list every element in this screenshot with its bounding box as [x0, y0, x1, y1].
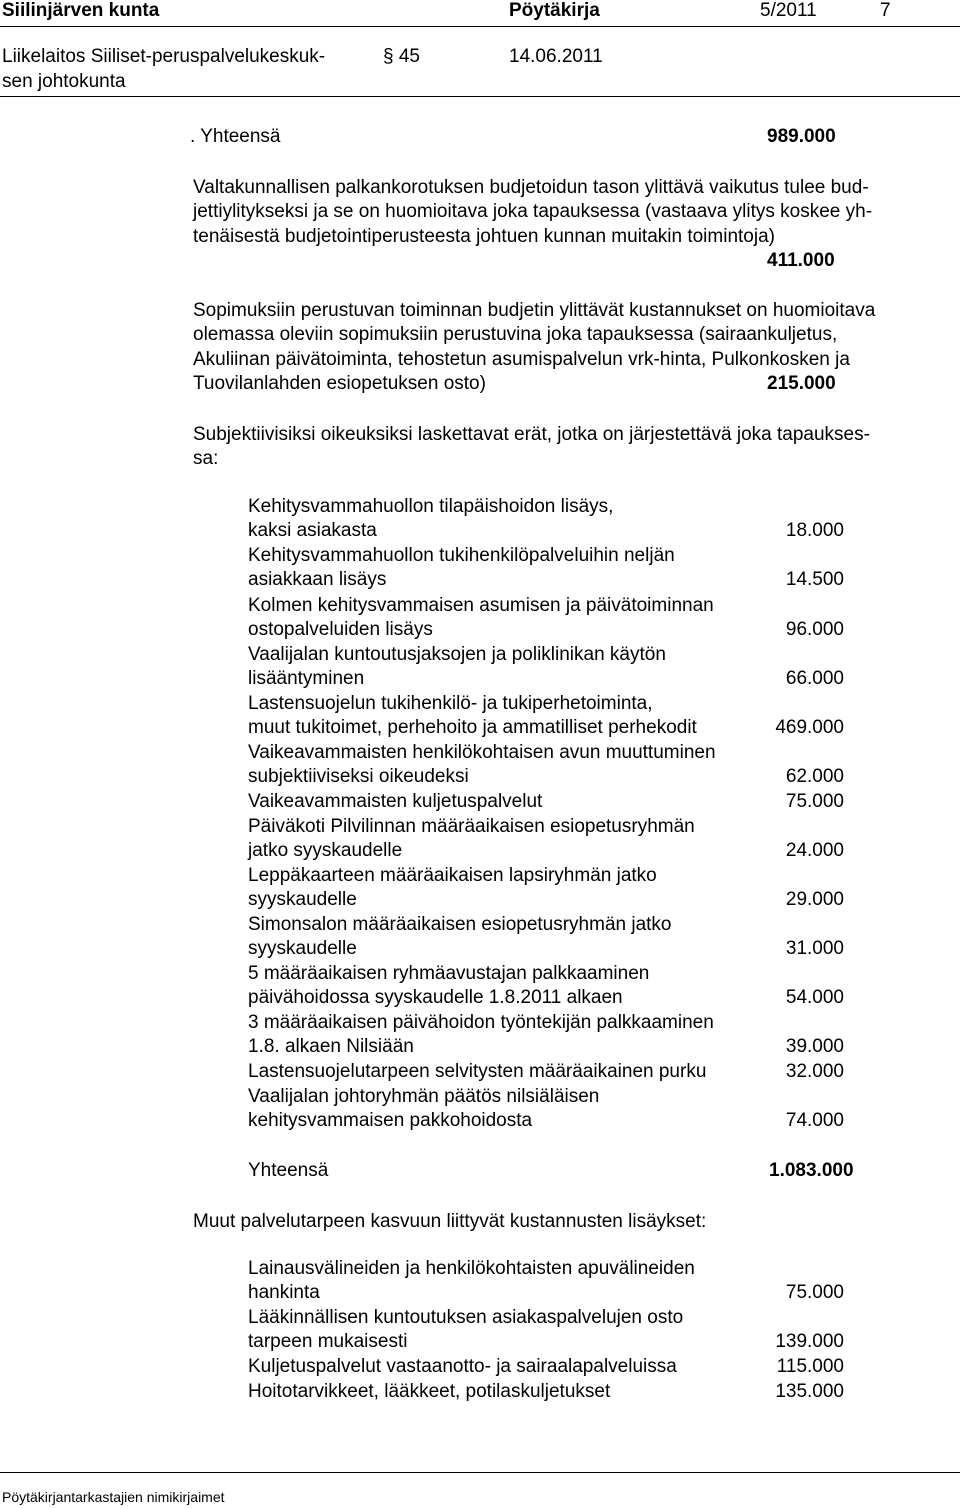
list-item-text: Vaalijalan johtoryhmän päätös nilsiäläisen: [248, 1086, 600, 1107]
list-item: [248, 963, 858, 1012]
list-item-text: syyskaudelle: [248, 889, 357, 910]
list-item: [248, 742, 858, 791]
list-item-text: Hoitotarvikkeet, lääkkeet, potilaskuljetukset: [248, 1381, 611, 1402]
paragraph-contracts-line4: Tuovilanlahden esiopetuksen osto): [193, 373, 486, 394]
list-item-text: muut tukitoimet, perhehoito ja ammatilliset perhekodit: [248, 717, 697, 738]
list-item-text: Kolmen kehitysvammaisen asumisen ja päivätoiminnan: [248, 595, 714, 616]
document-number: 5/2011: [760, 0, 817, 21]
list-item-amount: 62.000: [785, 766, 844, 787]
list-item-amount: 31.000: [785, 938, 844, 959]
list-item-amount: 18.000: [785, 520, 844, 541]
paragraph-salary-line3: tenäisestä budjetointiperusteesta johtuen kunnan muitakin toimintoja): [193, 226, 775, 247]
list-item-amount: 39.000: [785, 1036, 844, 1057]
list-item-text: ostopalveluiden lisäys: [248, 619, 433, 640]
list-item-amount: 96.000: [785, 619, 844, 640]
list-item-text: Vaalijalan kuntoutusjaksojen ja poliklinikan käytön: [248, 644, 666, 665]
municipality-name: Siilinjärven kunta: [2, 0, 160, 21]
list-item-amount: 74.000: [785, 1110, 844, 1131]
list-item: [248, 644, 858, 693]
list-item: [248, 816, 858, 865]
list-item-text: hankinta: [248, 1282, 320, 1303]
list-item: [248, 791, 858, 815]
list-item-text: asiakkaan lisäys: [248, 569, 387, 590]
paragraph-contracts-value: 215.000: [767, 373, 836, 394]
list-item-text: Lainausvälineiden ja henkilökohtaisten apuvälineiden: [248, 1258, 695, 1279]
list-item-amount: 115.000: [776, 1356, 844, 1377]
list-item-text: 1.8. alkaen Nilsiään: [248, 1036, 414, 1057]
list-item: [248, 693, 858, 742]
list-item-text: Päiväkoti Pilvilinnan määräaikaisen esiopetusryhmän: [248, 816, 695, 837]
list-item: [248, 914, 858, 963]
list-item-text: tarpeen mukaisesti: [248, 1331, 408, 1352]
signature-label: Pöytäkirjantarkastajien nimikirjaimet: [2, 1489, 225, 1505]
list-item-amount: 66.000: [785, 668, 844, 689]
paragraph-contracts-line2: olemassa oleviin sopimuksiin perustuvina joka tapauksessa (sairaankuljetus,: [193, 324, 838, 345]
list-item-amount: 139.000: [775, 1331, 844, 1352]
list-item-amount: 75.000: [785, 791, 844, 812]
list-item-text: Kehitysvammahuollon tukihenkilöpalveluihin neljän: [248, 545, 675, 566]
list-item: [248, 1258, 858, 1307]
unit-name-line2: sen johtokunta: [2, 71, 126, 92]
list-item-text: Kuljetuspalvelut vastaanotto- ja sairaalapalveluissa: [248, 1356, 677, 1377]
total-label: Yhteensä: [248, 1160, 329, 1181]
list-item-text: kehitysvammaisen pakkohoidosta: [248, 1110, 533, 1131]
list-item-amount: 135.000: [775, 1381, 844, 1402]
list-item-amount: 24.000: [785, 840, 844, 861]
paragraph-subjective-line1: Subjektiivisiksi oikeuksiksi laskettavat erät, jotka on järjestettävä joka tapaukses-: [193, 424, 870, 445]
paragraph-other-costs: Muut palvelutarpeen kasvuun liittyvät kustannusten lisäykset:: [193, 1211, 707, 1232]
list-item-text: kaksi asiakasta: [248, 520, 377, 541]
list-item-text: Lastensuojelutarpeen selvitysten määräaikainen purku: [248, 1061, 707, 1082]
list-item-amount: 29.000: [785, 889, 844, 910]
list-item: [248, 1086, 858, 1135]
list-item-amount: 54.000: [785, 987, 844, 1008]
list-item: [248, 865, 858, 914]
total-label: . Yhteensä: [190, 126, 281, 147]
list-item: [248, 1012, 858, 1061]
list-item-text: lisääntyminen: [248, 668, 365, 689]
list-item-text: Simonsalon määräaikaisen esiopetusryhmän jatko: [248, 914, 672, 935]
list-item-amount: 75.000: [785, 1282, 844, 1303]
list-item-text: syyskaudelle: [248, 938, 357, 959]
list-item: [248, 1061, 858, 1085]
list-item: [248, 1307, 858, 1356]
list-item-text: Kehitysvammahuollon tilapäishoidon lisäys,: [248, 496, 614, 517]
list-item: [248, 496, 858, 545]
list-item-amount: 14.500: [785, 569, 844, 590]
list-item-amount: 32.000: [785, 1061, 844, 1082]
paragraph-salary-line2: jettiylitykseksi ja se on huomioitava joka tapauksessa (vastaava ylitys koskee yh-: [193, 201, 873, 222]
list-item-text: Leppäkaarteen määräaikaisen lapsiryhmän jatko: [248, 865, 657, 886]
list-item-text: Vaikeavammaisten henkilökohtaisen avun muuttuminen: [248, 742, 716, 763]
page-number: 7: [880, 0, 891, 21]
meeting-date: 14.06.2011: [509, 46, 603, 67]
list-item-text: jatko syyskaudelle: [248, 840, 403, 861]
total-value: 989.000: [767, 126, 836, 147]
list-item-text: Vaikeavammaisten kuljetuspalvelut: [248, 791, 543, 812]
paragraph-contracts-line1: Sopimuksiin perustuvan toiminnan budjetin ylittävät kustannukset on huomioitava: [193, 300, 876, 321]
list-item-text: 3 määräaikaisen päivähoidon työntekijän palkkaaminen: [248, 1012, 714, 1033]
section-number: § 45: [383, 46, 420, 67]
paragraph-subjective-line2: sa:: [193, 448, 219, 469]
list-item-text: subjektiiviseksi oikeudeksi: [248, 766, 469, 787]
list-item: [248, 545, 858, 594]
list-item-text: 5 määräaikaisen ryhmäavustajan palkkaaminen: [248, 963, 650, 984]
list-item-text: päivähoidossa syyskaudelle 1.8.2011 alkaen: [248, 987, 623, 1008]
list-item-text: Lastensuojelun tukihenkilö- ja tukiperhetoiminta,: [248, 693, 653, 714]
list-item-text: Lääkinnällisen kuntoutuksen asiakaspalvelujen osto: [248, 1307, 684, 1328]
paragraph-contracts-line3: Akuliinan päivätoiminta, tehostetun asumispalvelun vrk-hinta, Pulkonkosken ja: [193, 349, 850, 370]
total-value: 1.083.000: [769, 1160, 854, 1181]
list-item: [248, 1356, 858, 1380]
paragraph-salary-line1: Valtakunnallisen palkankorotuksen budjetoidun tason ylittävä vaikutus tulee bud-: [193, 177, 869, 198]
paragraph-salary-value: 411.000: [767, 250, 835, 271]
document-type: Pöytäkirja: [509, 0, 600, 21]
list-item: [248, 1381, 858, 1405]
unit-name-line1: Liikelaitos Siiliset-peruspalvelukeskuk-: [2, 46, 326, 67]
list-item-amount: 469.000: [775, 717, 844, 738]
footer-rule: [0, 1472, 960, 1473]
header-rule-bottom: [0, 96, 960, 97]
header-rule-top: [0, 26, 960, 27]
list-item: [248, 595, 858, 644]
